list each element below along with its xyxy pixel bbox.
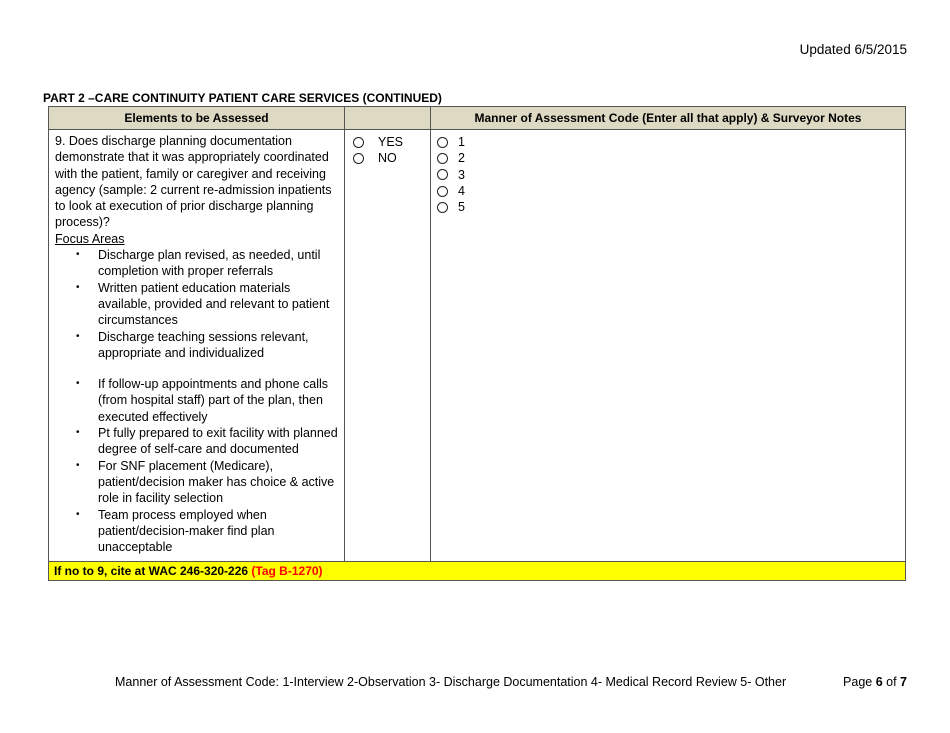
answer-cell [345, 130, 431, 562]
page-label: Page [843, 675, 876, 689]
code-option-4[interactable] [437, 183, 905, 199]
cite-cell [49, 562, 906, 581]
manner-cell [431, 130, 906, 562]
question-row [49, 130, 906, 562]
code-option-5[interactable] [437, 199, 905, 215]
yes-option[interactable] [353, 134, 430, 150]
no-label: NO [378, 151, 397, 166]
code-option-3[interactable] [437, 167, 905, 183]
radio-icon[interactable] [437, 202, 448, 213]
radio-icon[interactable] [437, 186, 448, 197]
list-item: • Pt fully prepared to exit facility with planned degree of self-care and documented [55, 425, 338, 458]
list-item: • Discharge teaching sessions relevant, appropriate and individualized [55, 329, 338, 362]
table-header-row [49, 107, 906, 130]
code-option-2[interactable] [437, 150, 905, 166]
list-item: • For SNF placement (Medicare), patient/decision maker has choice & active role in facility selection [55, 458, 338, 507]
radio-icon[interactable] [353, 137, 364, 148]
no-option[interactable] [353, 150, 430, 166]
code-label: 1 [458, 135, 465, 149]
focus-list-2 [55, 376, 338, 555]
updated-date: Updated 6/5/2015 [799, 42, 907, 57]
yes-label: YES [378, 135, 404, 149]
elements-header: Elements to be Assessed [49, 107, 345, 130]
list-item: • If follow-up appointments and phone calls (from hospital staff) part of the plan, then executed effectively [55, 376, 338, 425]
focus-list-1 [55, 247, 338, 361]
radio-icon[interactable] [437, 153, 448, 164]
part-title: PART 2 –CARE CONTINUITY PATIENT CARE SERVICES (CONTINUED) [43, 91, 442, 105]
assessment-code-legend: Manner of Assessment Code: 1-Interview 2-Observation 3- Discharge Documentation 4- Medical Record Review 5- Other [115, 675, 787, 689]
radio-icon[interactable] [437, 169, 448, 180]
focus-areas-title: Focus Areas [55, 231, 125, 246]
code-label: 5 [458, 200, 465, 215]
page-total: 7 [900, 675, 907, 689]
page-current: 6 [875, 675, 883, 689]
answer-header [345, 107, 431, 130]
question-text: 9. Does discharge planning documentation demonstrate that it was appropriately coordinated with the patient, family or caregiver and receiving agency (sample: 2 current re-admission inpatients to look at execution of prior discharge planning process)? [55, 134, 332, 230]
list-item: • Written patient education materials available, provided and relevant to patient circumstances [55, 280, 338, 329]
code-label: 2 [458, 151, 465, 166]
cite-row [49, 562, 906, 581]
list-item: • Team process employed when patient/decision-maker find plan unacceptable [55, 507, 338, 556]
code-label: 4 [458, 183, 465, 198]
cite-tag: (Tag B-1270) [251, 564, 323, 579]
code-option-1[interactable] [437, 134, 905, 150]
radio-icon[interactable] [437, 137, 448, 148]
list-item: • Discharge plan revised, as needed, until completion with proper referrals [55, 247, 338, 280]
question-cell [49, 130, 345, 562]
assessment-table [48, 106, 906, 581]
radio-icon[interactable] [353, 153, 364, 164]
manner-header: Manner of Assessment Code (Enter all that apply) & Surveyor Notes [431, 107, 906, 130]
code-label: 3 [458, 167, 465, 182]
cite-text: If no to 9, cite at WAC 246-320-226 [54, 564, 252, 579]
page-number [843, 675, 907, 689]
page-of: of [882, 675, 901, 689]
